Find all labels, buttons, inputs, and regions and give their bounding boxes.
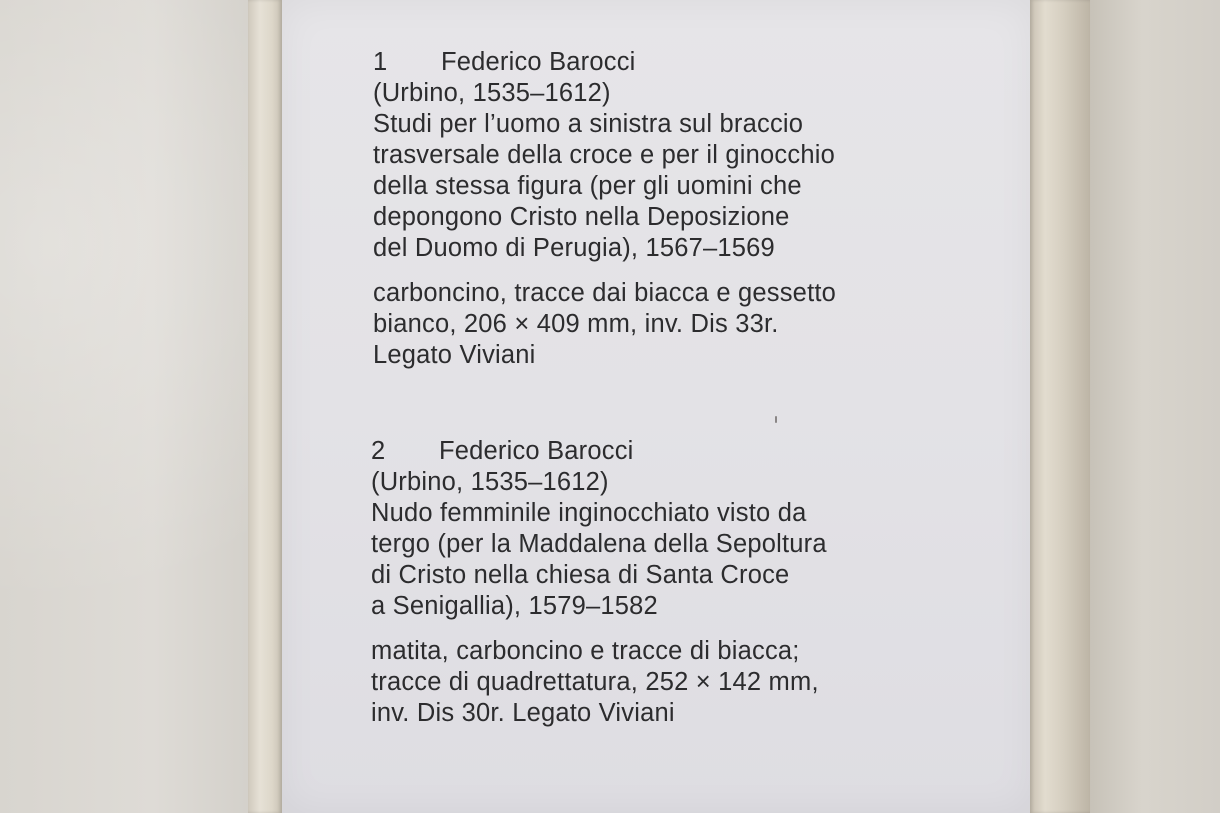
title-line: del Duomo di Perugia), 1567–1569 — [373, 234, 775, 262]
entry-heading — [371, 436, 827, 467]
title-line: di Cristo nella chiesa di Santa Croce — [371, 561, 790, 589]
dust-speck — [775, 416, 777, 423]
details-line: tracce di quadrettatura, 252 × 142 mm, — [371, 668, 819, 696]
spacer — [373, 264, 836, 278]
entry-heading — [373, 47, 836, 78]
title-line: trasversale della croce e per il ginocchio — [373, 141, 835, 169]
details-line: matita, carboncino e tracce di biacca; — [371, 637, 800, 665]
details-line: bianco, 206 × 409 mm, inv. Dis 33r. — [373, 310, 779, 338]
frame-right-edge — [1030, 0, 1090, 813]
entry-number: 1 — [373, 48, 388, 76]
label-entry-2 — [371, 436, 827, 729]
details-line: inv. Dis 30r. Legato Viviani — [371, 699, 675, 727]
title-line: tergo (per la Maddalena della Sepoltura — [371, 530, 827, 558]
entry-number: 2 — [371, 437, 386, 465]
wall-background — [0, 0, 255, 813]
details-line: Legato Viviani — [373, 341, 536, 369]
details-line: carboncino, tracce dai biacca e gessetto — [373, 279, 837, 307]
spacer — [371, 622, 827, 636]
label-entry-1 — [373, 47, 836, 371]
artist-name: Federico Barocci — [439, 437, 634, 465]
title-line: depongono Cristo nella Deposizione — [373, 203, 790, 231]
artist-origin: (Urbino, 1535–1612) — [373, 79, 611, 107]
title-line: a Senigallia), 1579–1582 — [371, 592, 658, 620]
title-line: Nudo femminile inginocchiato visto da — [371, 499, 807, 527]
artist-name: Federico Barocci — [441, 48, 636, 76]
title-line: Studi per l’uomo a sinistra sul braccio — [373, 110, 804, 138]
frame-outer-wall — [1090, 0, 1220, 813]
title-line: della stessa figura (per gli uomini che — [373, 172, 802, 200]
artist-origin: (Urbino, 1535–1612) — [371, 468, 609, 496]
frame-left-edge — [248, 0, 282, 813]
